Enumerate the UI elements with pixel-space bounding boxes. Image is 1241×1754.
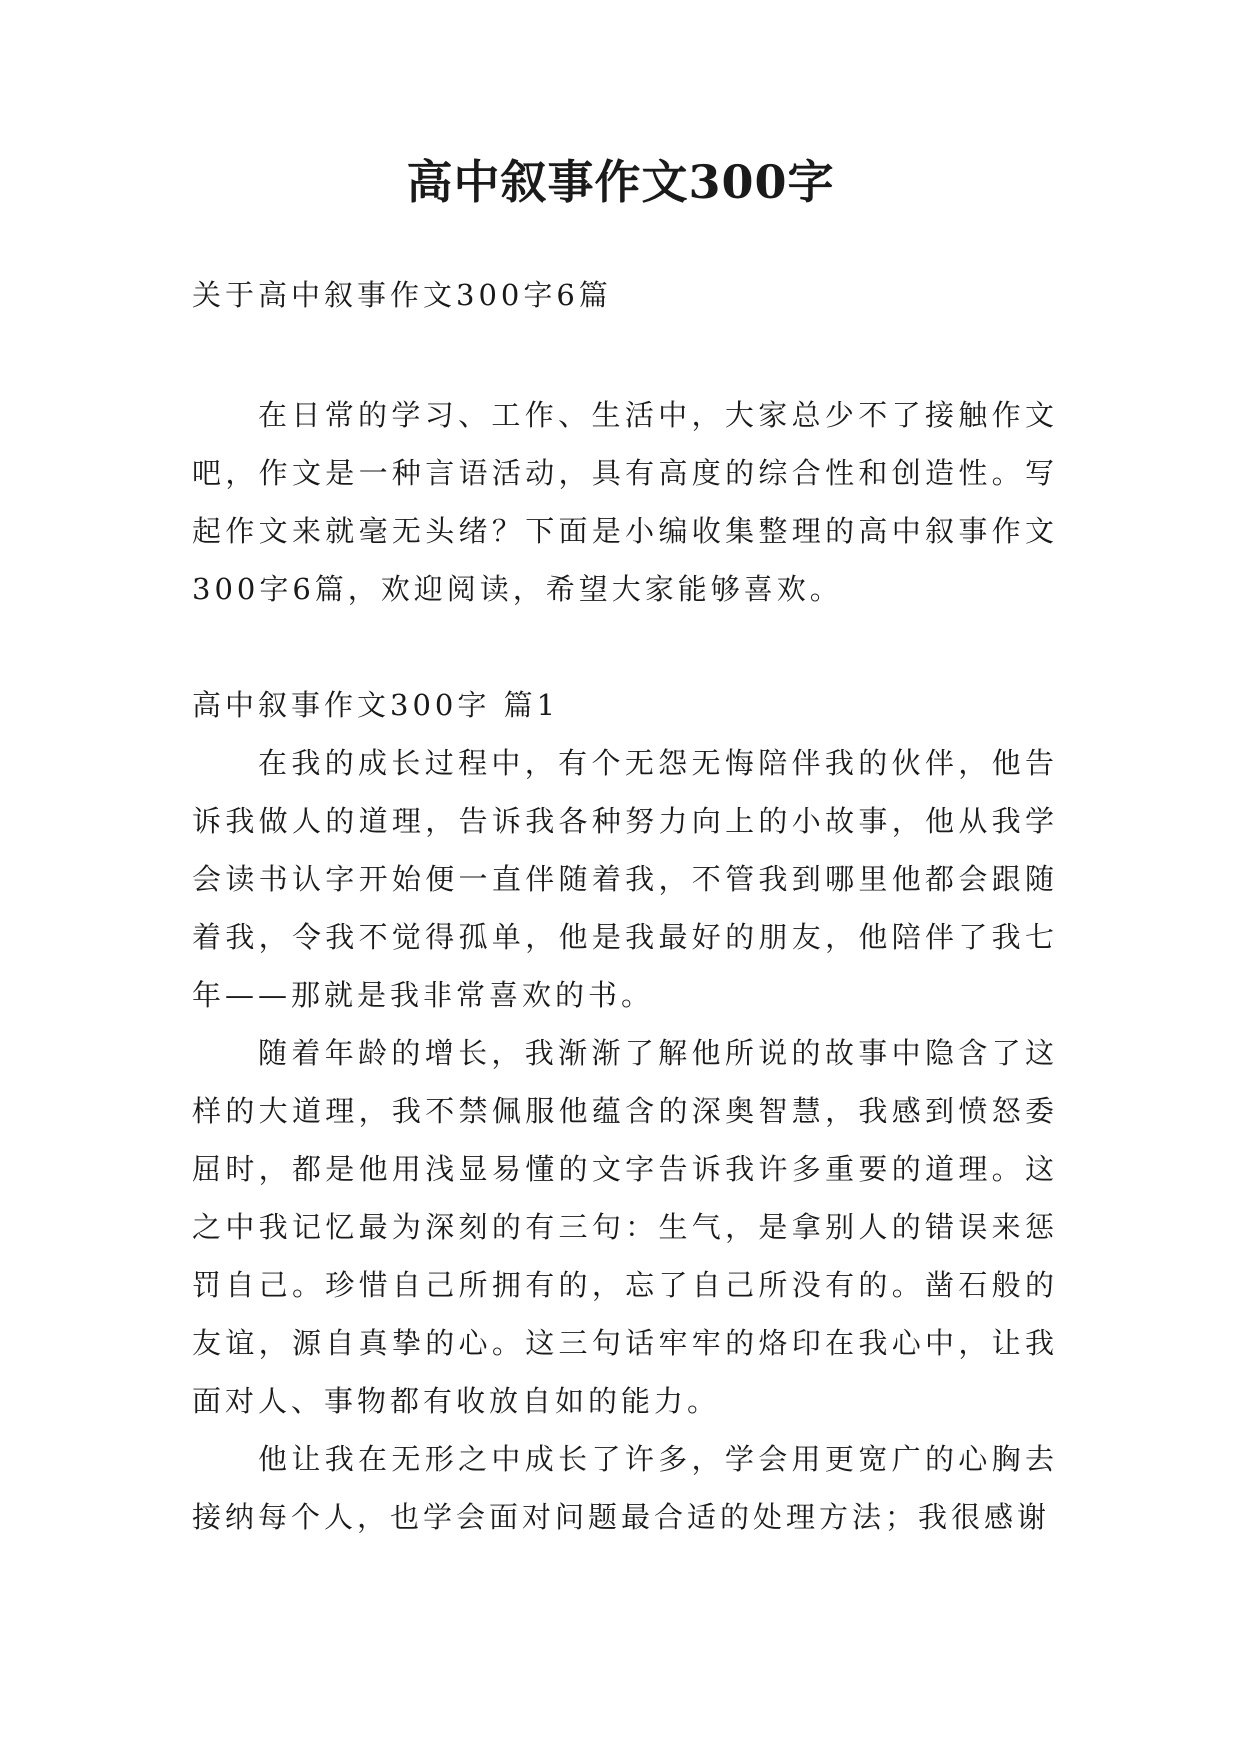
document-title: 高中叙事作文300字: [406, 155, 835, 209]
section-1-paragraph-1: 在我的成长过程中，有个无怨无悔陪伴我的伙伴，他告诉我做人的道理，告诉我各种努力向上的小故事，他从我学会读书认字开始便一直伴随着我，不管我到哪里他都会跟随着我，令我不觉得孤单，他是我最好的朋友，他陪伴了我七年——那就是我非常喜欢的书。: [192, 746, 1058, 1012]
section-1-heading: 高中叙事作文300字 篇1: [192, 688, 560, 722]
document-subtitle: 关于高中叙事作文300字6篇: [192, 278, 612, 312]
intro-paragraph: 在日常的学习、工作、生活中，大家总少不了接触作文吧，作文是一种言语活动，具有高度的综合性和创造性。写起作文来就毫无头绪？下面是小编收集整理的高中叙事作文300字6篇，欢迎阅读，希望大家能够喜欢。: [192, 398, 1058, 606]
document-body: [192, 266, 1058, 1546]
section-1-paragraph-3: 他让我在无形之中成长了许多，学会用更宽广的心胸去接纳每个人，也学会面对问题最合适的处理方法；我很感谢: [192, 1442, 1058, 1534]
section-1-paragraph-2: 随着年龄的增长，我渐渐了解他所说的故事中隐含了这样的大道理，我不禁佩服他蕴含的深奥智慧，我感到愤怒委屈时，都是他用浅显易懂的文字告诉我许多重要的道理。这之中我记忆最为深刻的有三句：生气，是拿别人的错误来惩罚自己。珍惜自己所拥有的，忘了自己所没有的。凿石般的友谊，源自真挚的心。这三句话牢牢的烙印在我心中，让我面对人、事物都有收放自如的能力。: [192, 1036, 1058, 1418]
